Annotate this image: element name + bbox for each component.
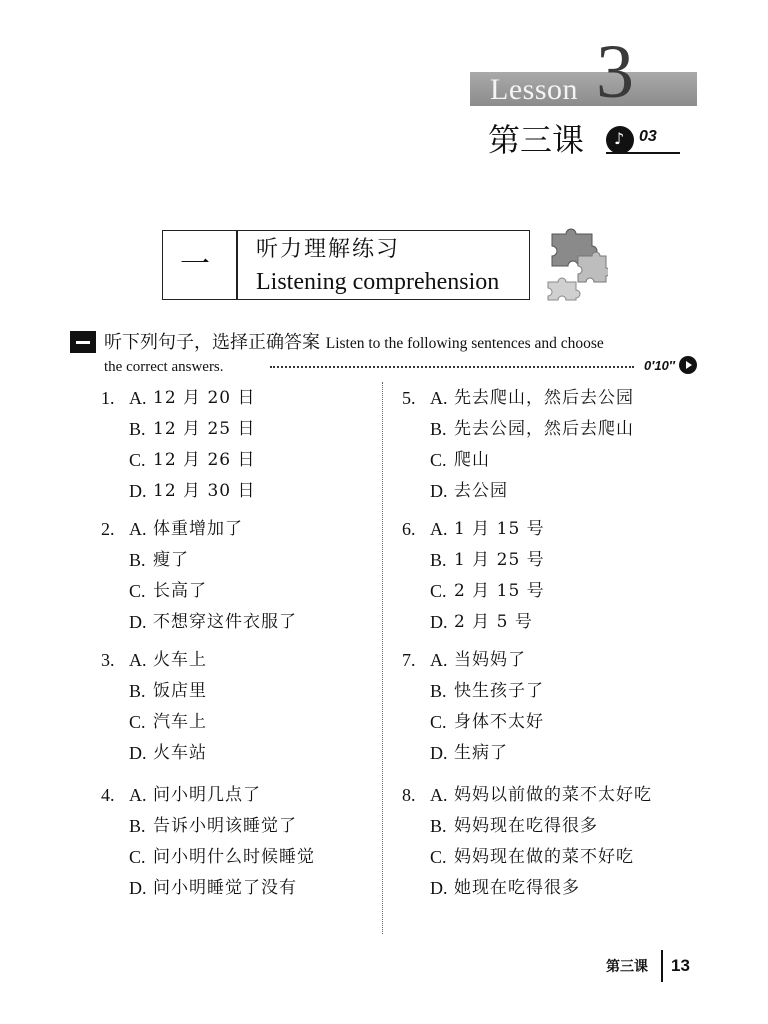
question-number: 1. <box>101 388 115 408</box>
option-text: 12 月 25 日 <box>153 419 256 439</box>
answer-option[interactable] <box>402 679 692 710</box>
answer-option[interactable] <box>402 845 692 876</box>
option-text: 问小明什么时候睡觉 <box>153 847 315 867</box>
lesson-number: 3 <box>596 30 634 114</box>
question-1 <box>101 386 391 510</box>
option-letter: B. <box>430 419 447 439</box>
answer-option[interactable] <box>402 741 692 772</box>
section-box-divider <box>236 230 238 300</box>
answer-option[interactable] <box>402 386 692 417</box>
answer-option[interactable] <box>402 479 692 510</box>
question-7 <box>402 648 692 772</box>
option-text: 问小明几点了 <box>153 785 261 805</box>
option-letter: B. <box>129 681 146 701</box>
option-text: 1 月 25 号 <box>454 550 545 570</box>
option-text: 去公园 <box>454 481 508 501</box>
option-text: 先去公园，然后去爬山 <box>454 419 634 439</box>
option-letter: D. <box>430 878 448 898</box>
question-number: 3. <box>101 650 115 670</box>
section-title-english: Listening comprehension <box>256 269 500 295</box>
answer-option[interactable] <box>402 610 692 641</box>
lesson-title: 第三课 <box>488 121 585 159</box>
question-8 <box>402 783 692 907</box>
option-text: 1 月 15 号 <box>454 519 545 539</box>
option-letter: D. <box>430 481 448 501</box>
question-number: 5. <box>402 388 416 408</box>
option-text: 爬山 <box>454 450 490 470</box>
answer-option[interactable] <box>402 814 692 845</box>
option-text: 火车站 <box>153 743 207 763</box>
option-text: 妈妈以前做的菜不太好吃 <box>454 785 652 805</box>
option-text: 妈妈现在吃得很多 <box>454 816 598 836</box>
option-letter: C. <box>430 847 447 867</box>
answer-option[interactable] <box>101 710 391 741</box>
answer-option[interactable] <box>101 741 391 772</box>
option-letter: A. <box>129 519 147 539</box>
option-letter: D. <box>129 878 147 898</box>
page-number: 13 <box>671 956 690 975</box>
option-letter: B. <box>430 550 447 570</box>
question-number: 2. <box>101 519 115 539</box>
answer-option[interactable] <box>402 579 692 610</box>
option-letter: D. <box>129 612 147 632</box>
answer-option[interactable] <box>402 783 692 814</box>
play-icon[interactable] <box>679 356 697 374</box>
option-letter: D. <box>129 481 147 501</box>
track-underline <box>606 152 680 154</box>
answer-option[interactable] <box>101 448 391 479</box>
question-number: 6. <box>402 519 416 539</box>
footer-lesson-title: 第三课 <box>606 959 648 975</box>
option-letter: D. <box>129 743 147 763</box>
section-number: 一 <box>180 247 210 282</box>
instruction-line-1 <box>104 331 604 356</box>
option-letter: A. <box>430 650 448 670</box>
option-letter: C. <box>129 581 146 601</box>
option-text: 不想穿这件衣服了 <box>153 612 297 632</box>
answer-option[interactable] <box>402 548 692 579</box>
option-letter: A. <box>430 785 448 805</box>
audio-duration: 0′10″ <box>644 358 676 373</box>
option-letter: C. <box>129 847 146 867</box>
instruction-chinese: 听下列句子，选择正确答案 <box>104 332 320 353</box>
footer-divider <box>661 950 663 982</box>
answer-option[interactable] <box>101 579 391 610</box>
option-letter: C. <box>430 450 447 470</box>
option-text: 当妈妈了 <box>454 650 526 670</box>
instruction-english-2: the correct answers. <box>104 359 224 375</box>
option-text: 她现在吃得很多 <box>454 878 580 898</box>
answer-option[interactable] <box>402 417 692 448</box>
answer-option[interactable] <box>101 386 391 417</box>
answer-option[interactable] <box>101 610 391 641</box>
option-letter: B. <box>129 550 146 570</box>
option-text: 问小明睡觉了没有 <box>153 878 297 898</box>
answer-option[interactable] <box>101 783 391 814</box>
answer-option[interactable] <box>402 648 692 679</box>
option-text: 饭店里 <box>153 681 207 701</box>
option-text: 长高了 <box>153 581 207 601</box>
option-letter: A. <box>129 388 147 408</box>
option-text: 快生孩子了 <box>454 681 544 701</box>
question-2 <box>101 517 391 641</box>
answer-option[interactable] <box>402 517 692 548</box>
option-letter: B. <box>430 816 447 836</box>
answer-option[interactable] <box>101 548 391 579</box>
option-letter: D. <box>430 743 448 763</box>
option-letter: D. <box>430 612 448 632</box>
answer-option[interactable] <box>402 876 692 907</box>
option-letter: B. <box>430 681 447 701</box>
question-5 <box>402 386 692 510</box>
option-text: 12 月 20 日 <box>153 388 256 408</box>
option-text: 生病了 <box>454 743 508 763</box>
option-letter: A. <box>430 519 448 539</box>
instruction-english-1: Listen to the following sentences and choose <box>325 335 604 352</box>
option-letter: A. <box>129 785 147 805</box>
option-letter: A. <box>430 388 448 408</box>
option-letter: C. <box>129 450 146 470</box>
answer-option[interactable] <box>101 876 391 907</box>
option-letter: C. <box>430 581 447 601</box>
option-text: 2 月 15 号 <box>454 581 545 601</box>
option-letter: B. <box>129 419 146 439</box>
option-text: 身体不太好 <box>454 712 544 732</box>
option-text: 12 月 30 日 <box>153 481 256 501</box>
option-text: 妈妈现在做的菜不好吃 <box>454 847 634 867</box>
answer-option[interactable] <box>101 517 391 548</box>
option-text: 汽车上 <box>153 712 207 732</box>
question-number: 7. <box>402 650 416 670</box>
answer-option[interactable] <box>101 417 391 448</box>
option-letter: B. <box>129 816 146 836</box>
section-title-chinese: 听力理解练习 <box>256 237 401 262</box>
question-number: 4. <box>101 785 115 805</box>
audio-track-number: 03 <box>639 128 657 145</box>
answer-option[interactable] <box>101 814 391 845</box>
lesson-word: Lesson <box>490 73 578 106</box>
option-letter: C. <box>129 712 146 732</box>
option-text: 体重增加了 <box>153 519 243 539</box>
option-letter: A. <box>129 650 147 670</box>
option-letter: C. <box>430 712 447 732</box>
answer-option[interactable] <box>101 479 391 510</box>
question-number: 8. <box>402 785 416 805</box>
answer-option[interactable] <box>101 679 391 710</box>
option-text: 2 月 5 号 <box>454 612 533 632</box>
dotted-leader <box>270 364 634 368</box>
answer-option[interactable] <box>402 710 692 741</box>
question-4 <box>101 783 391 907</box>
instruction-badge <box>70 331 96 353</box>
question-3 <box>101 648 391 772</box>
puzzle-pieces-icon <box>542 228 608 304</box>
audio-disc-icon: ♪ <box>606 126 634 154</box>
answer-option[interactable] <box>101 648 391 679</box>
option-text: 告诉小明该睡觉了 <box>153 816 297 836</box>
option-text: 12 月 26 日 <box>153 450 256 470</box>
option-text: 先去爬山，然后去公园 <box>454 388 634 408</box>
question-6 <box>402 517 692 641</box>
answer-option[interactable] <box>402 448 692 479</box>
answer-option[interactable] <box>101 845 391 876</box>
option-text: 瘦了 <box>153 550 189 570</box>
option-text: 火车上 <box>153 650 207 670</box>
